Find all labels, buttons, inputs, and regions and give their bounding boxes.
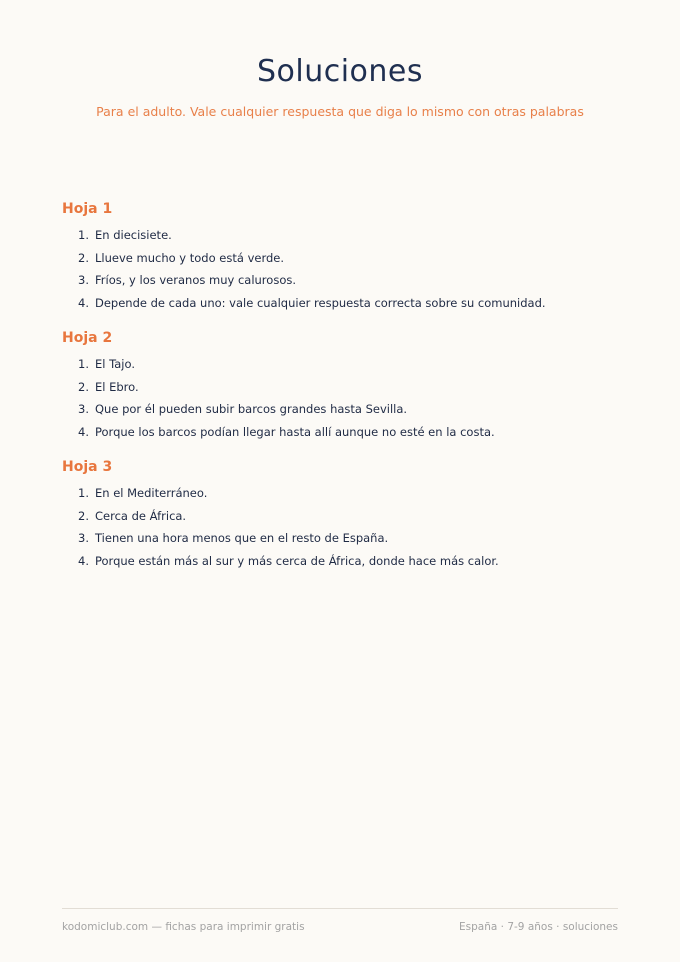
section-title: Hoja 2	[62, 330, 113, 346]
answer-item	[78, 247, 640, 270]
answer-item	[78, 353, 640, 376]
answer-item	[78, 550, 640, 573]
section-hoja-2	[62, 327, 640, 443]
answer-text: Depende de cada uno: vale cualquier respuesta correcta sobre su comunidad.	[95, 295, 546, 310]
page-title: Soluciones	[256, 54, 424, 89]
section-title: Hoja 3	[62, 459, 113, 475]
answer-number: 2.	[78, 250, 89, 265]
answer-item	[78, 527, 640, 550]
answer-number: 3.	[78, 273, 89, 287]
section-title: Hoja 1	[62, 201, 113, 217]
answer-list	[62, 224, 640, 314]
footer-divider	[62, 908, 618, 909]
answer-list	[62, 353, 640, 443]
answer-number: 3.	[78, 531, 89, 545]
answer-number: 2.	[78, 508, 89, 523]
answer-number: 1.	[78, 228, 89, 242]
answer-number: 3.	[78, 402, 89, 416]
answer-text: El Ebro.	[95, 379, 139, 394]
footer-site-text: kodomiclub.com — fichas para imprimir gratis	[62, 921, 305, 933]
answer-number: 1.	[78, 486, 89, 500]
answer-item	[78, 224, 640, 247]
answer-number: 1.	[78, 357, 89, 371]
solutions-content	[62, 198, 640, 585]
answer-list	[62, 482, 640, 572]
answer-text: En el Mediterráneo.	[95, 486, 208, 500]
answer-text: Cerca de África.	[95, 508, 187, 523]
answer-text: Que por él pueden subir barcos grandes hasta Sevilla.	[95, 402, 408, 416]
answer-number: 2.	[78, 379, 89, 394]
answer-text: Fríos, y los veranos muy calurosos.	[95, 273, 296, 287]
answer-item	[78, 421, 640, 444]
answer-number: 4.	[78, 424, 89, 439]
answer-item	[78, 398, 640, 421]
section-hoja-1	[62, 198, 640, 314]
answer-number: 4.	[78, 553, 89, 568]
answer-item	[78, 269, 640, 292]
answer-item	[78, 505, 640, 528]
answer-text: Llueve mucho y todo está verde.	[95, 250, 285, 265]
page-subtitle: Para el adulto. Vale cualquier respuesta que diga lo mismo con otras palabras	[96, 104, 584, 119]
section-hoja-3	[62, 456, 640, 572]
footer-meta-text: España · 7-9 años · soluciones	[459, 921, 618, 933]
answer-text: El Tajo.	[95, 357, 135, 371]
answer-number: 4.	[78, 295, 89, 310]
answer-text: Porque están más al sur y más cerca de África, donde hace más calor.	[95, 553, 499, 568]
answer-text: Porque los barcos podían llegar hasta allí aunque no esté en la costa.	[95, 424, 495, 439]
answer-item	[78, 482, 640, 505]
answer-text: En diecisiete.	[95, 228, 172, 242]
answer-text: Tienen una hora menos que en el resto de España.	[95, 531, 389, 545]
answer-item	[78, 376, 640, 399]
answer-item	[78, 292, 640, 315]
